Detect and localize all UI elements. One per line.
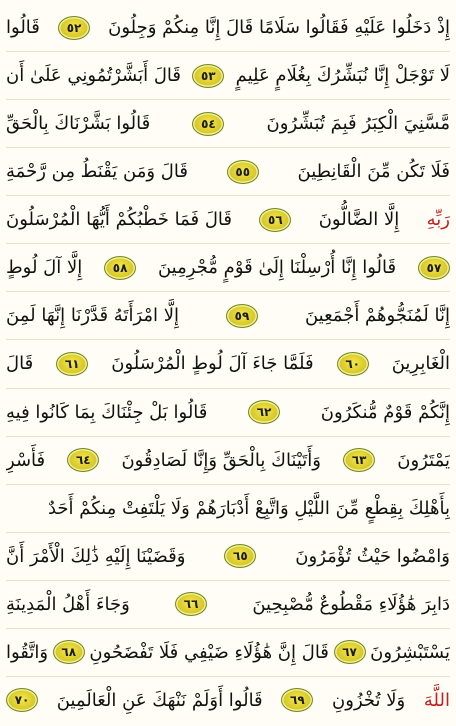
verse-text: إِلَّا الضَّالُّونَ [318,209,400,231]
verse-text: دَابِرَ هَٰؤُلَاءِ مَقْطُوعٌ مُّصْبِحِينَ [252,593,450,615]
verse-line [6,292,450,340]
verse-text: إِلَّا آلَ لُوطٍ [6,257,83,279]
verse-text: إِلَّا امْرَأَتَهُ قَدَّرْنَا إِنَّهَا لَمِنَ [6,305,180,327]
verse-text: قَالُوا بَلْ جِئْنَاكَ بِمَا كَانُوا فِيهِ [6,401,208,423]
verse-text: قَالَ أَبَشَّرْتُمُونِي عَلَىٰ أَن [6,65,181,87]
ayah-number-marker: ٥٢ [58,16,90,40]
verse-text: قَالُوا إِنَّا أُرْسِلْنَا إِلَىٰ قَوْمٍ مُّجْرِمِينَ [157,257,397,279]
ayah-number-marker: ٥٨ [104,256,136,280]
verse-text: فَلَمَّا جَاءَ آلَ لُوطٍ الْمُرْسَلُونَ [111,353,314,375]
verse-text: وَامْضُوا حَيْثُ تُؤْمَرُونَ [295,545,450,567]
ayah-number-marker: ٦١ [56,352,88,376]
ayah-number-marker: ٥٩ [226,304,258,328]
ayah-number-marker: ٦٨ [53,640,85,664]
verse-text: إِذْ دَخَلُوا عَلَيْهِ فَقَالُوا سَلَامًا قَالَ إِنَّا مِنكُمْ وَجِلُونَ [108,17,450,39]
verse-lines [6,4,450,724]
verse-line [6,437,450,485]
verse-text: الْغَابِرِينَ [391,353,450,375]
ayah-number-marker: ٦٦ [175,592,207,616]
verse-text: قَالُوا [6,17,40,39]
verse-text: قَالَ [6,353,34,375]
verse-text: قَالَ إِنَّ هَٰؤُلَاءِ ضَيْفِي فَلَا تَفْضَحُونِ [89,641,329,663]
verse-line [6,581,450,629]
ayah-number-marker: ٥٤ [192,112,224,136]
ayah-number-marker: ٦٣ [343,448,375,472]
verse-text: فَأَسْرِ [6,449,46,471]
ayah-number-marker: ٦٠ [337,352,369,376]
ayah-number-marker: ٦٧ [334,640,366,664]
verse-line [6,52,450,100]
verse-line [6,148,450,196]
ayah-number-marker: ٥٥ [227,160,259,184]
verse-text: قَالُوا أَوَلَمْ نَنْهَكَ عَنِ الْعَالَمِينَ [56,689,263,711]
verse-line [6,4,450,52]
ayah-number-marker: ٥٣ [192,64,224,88]
verse-line [6,244,450,292]
verse-line [6,485,450,533]
ayah-number-marker: ٥٧ [418,256,450,280]
verse-line [6,340,450,388]
verse-text: إِنَّكُمْ قَوْمٌ مُّنكَرُونَ [320,401,450,423]
verse-line [6,533,450,581]
ayah-number-marker: ٦٢ [248,400,280,424]
verse-text: وَاتَّقُوا [6,641,49,663]
verse-text: وَقَضَيْنَا إِلَيْهِ ذَٰلِكَ الْأَمْرَ أَنَّ [6,545,186,567]
divine-name-text: رَبِّهِ [426,209,450,231]
ayah-number-marker: ٦٥ [224,544,256,568]
verse-text: فَلَا تَكُن مِّنَ الْقَانِطِينَ [297,161,450,183]
verse-text: قَالَ وَمَن يَقْنَطُ مِن رَّحْمَةِ [6,161,188,183]
verse-text: قَالُوا بَشَّرْنَاكَ بِالْحَقِّ [6,113,151,135]
ayah-number-marker: ٥٦ [259,208,291,232]
ayah-number-marker: ٦٤ [67,448,99,472]
verse-line [6,629,450,677]
verse-text: بِأَهْلِكَ بِقِطْعٍ مِّنَ اللَّيْلِ وَاتَّبِعْ أَدْبَارَهُمْ وَلَا يَلْتَفِتْ مِنكُمْ أَحَدٌ [47,497,450,519]
verse-line [6,196,450,244]
verse-text: يَمْتَرُونَ [397,449,450,471]
verse-text: إِنَّا لَمُنَجُّوهُمْ أَجْمَعِينَ [304,305,450,327]
verse-text: وَجَاءَ أَهْلُ الْمَدِينَةِ [6,593,130,615]
ayah-number-marker: ٦٩ [281,688,313,712]
verse-text: وَلَا تُخْزُونِ [332,689,406,711]
ayah-number-marker: ٧٠ [6,688,38,712]
verse-text: يَسْتَبْشِرُونَ [370,641,450,663]
verse-text: قَالَ فَمَا خَطْبُكُمْ أَيُّهَا الْمُرْسَلُونَ [6,209,232,231]
verse-line [6,100,450,148]
divine-name-text: اللَّهَ [423,689,450,711]
verse-text: وَأَتَيْنَاكَ بِالْحَقِّ وَإِنَّا لَصَادِقُونَ [121,449,322,471]
verse-text: لَا تَوْجَلْ إِنَّا نُبَشِّرُكَ بِغُلَامٍ عَلِيمٍ [235,65,450,87]
verse-line [6,677,450,724]
verse-text: مَّسَّنِيَ الْكِبَرُ فَبِمَ تُبَشِّرُونَ [266,113,450,135]
verse-line [6,389,450,437]
